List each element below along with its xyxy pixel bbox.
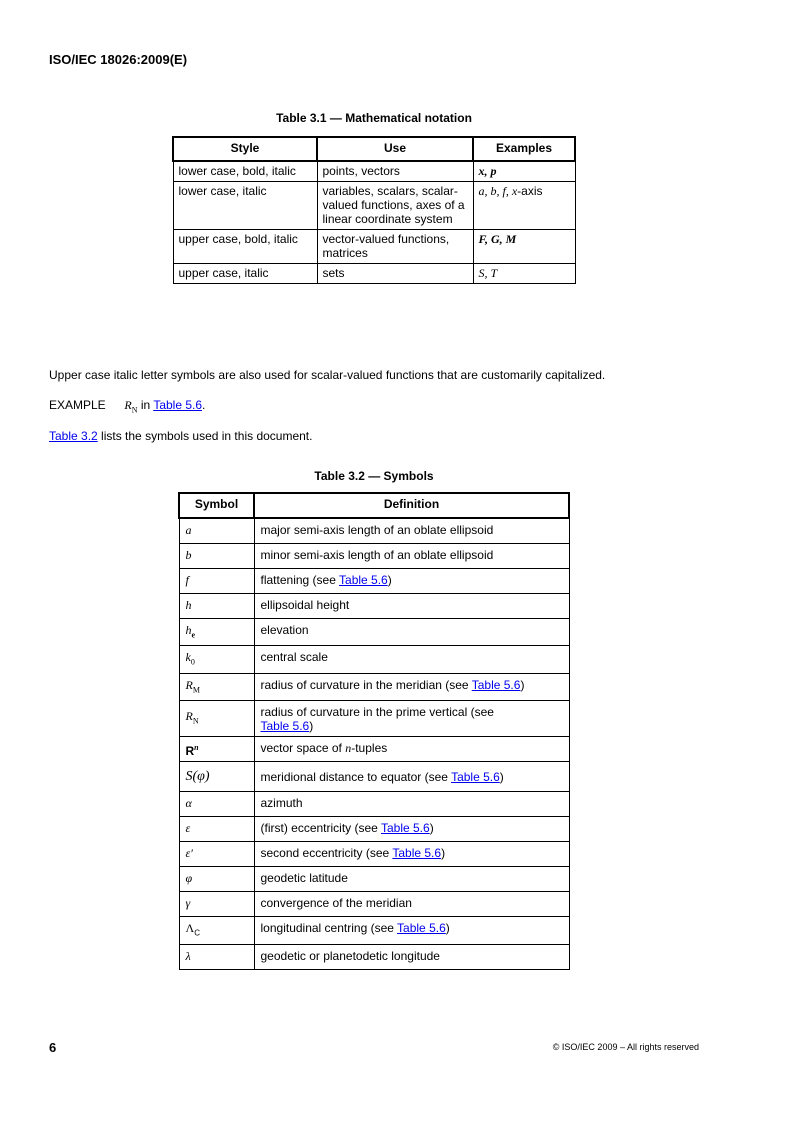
definition-close: ) [441, 846, 446, 861]
table-row [179, 892, 569, 917]
paragraph-uppercase-note: Upper case italic letter symbols are also used for scalar-valued functions that are customarily capitalized. [49, 368, 606, 382]
table-5-6-link[interactable]: Table 5.6 [471, 677, 521, 692]
definition-cell [254, 569, 569, 594]
table-row [179, 944, 569, 969]
symbol-cell: α [179, 792, 254, 817]
definition-close: ) [520, 677, 525, 692]
use-cell: points, vectors [317, 161, 473, 182]
definition-cell: azimuth [254, 792, 569, 817]
symbol-cell [179, 673, 254, 700]
definition-text: second eccentricity (see [260, 846, 390, 861]
definition-close: ) [309, 719, 314, 734]
symbol-cell: ε [179, 817, 254, 842]
table-5-6-link[interactable]: Table 5.6 [451, 770, 500, 785]
table-row [173, 264, 575, 284]
definition-close: ) [429, 821, 434, 836]
definition-cell [254, 817, 569, 842]
symbol-cell: λ [179, 944, 254, 969]
examples-suffix: -axis [517, 184, 543, 198]
example-symbol: R [124, 398, 132, 412]
copyright-notice: © ISO/IEC 2009 – All rights reserved [552, 1042, 699, 1052]
examples-cell: x, p [473, 161, 575, 182]
symbol-subscript: 0 [190, 657, 195, 667]
table-header-row [173, 137, 575, 161]
definition-text: radius of curvature in the prime vertical (see [260, 705, 494, 720]
style-cell: lower case, bold, italic [173, 161, 317, 182]
symbol-subscript: C [194, 928, 200, 938]
table-row [179, 518, 569, 544]
table-5-6-link[interactable]: Table 5.6 [260, 719, 310, 734]
table-row [173, 182, 575, 230]
definition-close: ) [387, 573, 392, 587]
table-3-2-link[interactable]: Table 3.2 [49, 429, 98, 443]
symbol-cell: a [179, 518, 254, 544]
definition-text: (first) eccentricity (see [260, 821, 378, 836]
column-header-definition: Definition [254, 493, 569, 518]
definition-cell: minor semi-axis length of an oblate ellipsoid [254, 544, 569, 569]
table-row [173, 230, 575, 264]
example-line [49, 398, 205, 414]
document-id: ISO/IEC 18026:2009(E) [49, 52, 188, 67]
table-row [179, 673, 569, 700]
example-end: . [202, 398, 206, 412]
use-cell: variables, scalars, scalar-valued functions, axes of a linear coordinate system [317, 182, 473, 230]
symbol-cell [179, 646, 254, 673]
table-5-6-link[interactable]: Table 5.6 [397, 921, 446, 936]
definition-text: longitudinal centring (see [260, 921, 394, 936]
definition-cell: ellipsoidal height [254, 594, 569, 619]
page-number: 6 [49, 1040, 57, 1055]
symbol-cell [179, 917, 254, 944]
table-5-6-link[interactable]: Table 5.6 [339, 573, 388, 587]
table-row [179, 619, 569, 646]
column-header-style: Style [173, 137, 317, 161]
definition-text: flattening (see [260, 573, 336, 587]
definition-cell: convergence of the meridian [254, 892, 569, 917]
definition-cell [254, 737, 569, 762]
symbol-cell: γ [179, 892, 254, 917]
examples-italic: a, b, f, x [478, 184, 518, 198]
table-row [179, 842, 569, 867]
definition-cell: central scale [254, 646, 569, 673]
definition-italic: n [345, 741, 352, 756]
table-header-row [179, 493, 569, 518]
definition-close: ) [445, 921, 450, 936]
definition-close: ) [499, 770, 504, 785]
use-cell: vector-valued functions, matrices [317, 230, 473, 264]
style-cell: upper case, bold, italic [173, 230, 317, 264]
column-header-examples: Examples [473, 137, 575, 161]
symbol-subscript: N [192, 716, 199, 726]
definition-cell: geodetic or planetodetic longitude [254, 944, 569, 969]
style-cell: lower case, italic [173, 182, 317, 230]
symbol-base: R [185, 677, 193, 692]
table-row [179, 917, 569, 944]
table-row [179, 792, 569, 817]
notation-table [172, 136, 576, 284]
symbols-table [178, 492, 570, 970]
table-row [179, 594, 569, 619]
table-5-6-link[interactable]: Table 5.6 [380, 821, 430, 836]
symbol-base: k [185, 650, 191, 665]
table-5-6-link[interactable]: Table 5.6 [153, 398, 203, 412]
table-3-1-caption: Table 3.1 — Mathematical notation [276, 111, 472, 125]
symbol-base: h [185, 623, 192, 637]
symbol-cell: h [179, 594, 254, 619]
definition-suffix: -tuples [351, 741, 388, 756]
symbol-base: R [185, 709, 193, 724]
symbol-cell: ε′ [179, 842, 254, 867]
style-cell: upper case, italic [173, 264, 317, 284]
definition-text: radius of curvature in the meridian (see [260, 677, 469, 692]
table-3-2-caption: Table 3.2 — Symbols [314, 469, 434, 483]
definition-cell [254, 917, 569, 944]
examples-cell: F, G, M [473, 230, 575, 264]
paragraph-symbols-intro [49, 429, 312, 443]
definition-cell: elevation [254, 619, 569, 646]
symbol-cell: S(φ) [179, 762, 254, 792]
table-row [179, 762, 569, 792]
symbol-superscript: n [194, 743, 199, 753]
table-row [173, 161, 575, 182]
definition-cell [254, 701, 569, 737]
symbol-cell: φ [179, 867, 254, 892]
table-row [179, 701, 569, 737]
use-cell: sets [317, 264, 473, 284]
definition-text: meridional distance to equator (see [260, 770, 448, 785]
symbol-base: R [185, 744, 195, 759]
example-in: in [140, 398, 151, 412]
symbol-cell [179, 737, 254, 762]
symbol-cell [179, 619, 254, 646]
table-row [179, 737, 569, 762]
definition-cell: major semi-axis length of an oblate ellipsoid [254, 518, 569, 544]
definition-text: vector space of [260, 741, 342, 756]
paragraph-text: lists the symbols used in this document. [101, 429, 313, 443]
definition-cell [254, 673, 569, 700]
symbol-cell [179, 701, 254, 737]
symbol-base: Λ [185, 921, 195, 936]
table-row [179, 569, 569, 594]
examples-cell [473, 182, 575, 230]
column-header-symbol: Symbol [179, 493, 254, 518]
example-subscript: N [131, 405, 138, 415]
definition-cell [254, 842, 569, 867]
column-header-use: Use [317, 137, 473, 161]
symbol-subscript: M [192, 685, 200, 695]
table-5-6-link[interactable]: Table 5.6 [392, 846, 442, 861]
table-row [179, 867, 569, 892]
symbol-subscript: e [191, 630, 196, 640]
symbol-cell: b [179, 544, 254, 569]
table-row [179, 544, 569, 569]
table-row [179, 817, 569, 842]
symbol-cell: f [179, 569, 254, 594]
examples-cell: S, T [473, 264, 575, 284]
example-label: EXAMPLE [49, 398, 106, 412]
definition-cell [254, 762, 569, 792]
definition-cell: geodetic latitude [254, 867, 569, 892]
table-row [179, 646, 569, 673]
